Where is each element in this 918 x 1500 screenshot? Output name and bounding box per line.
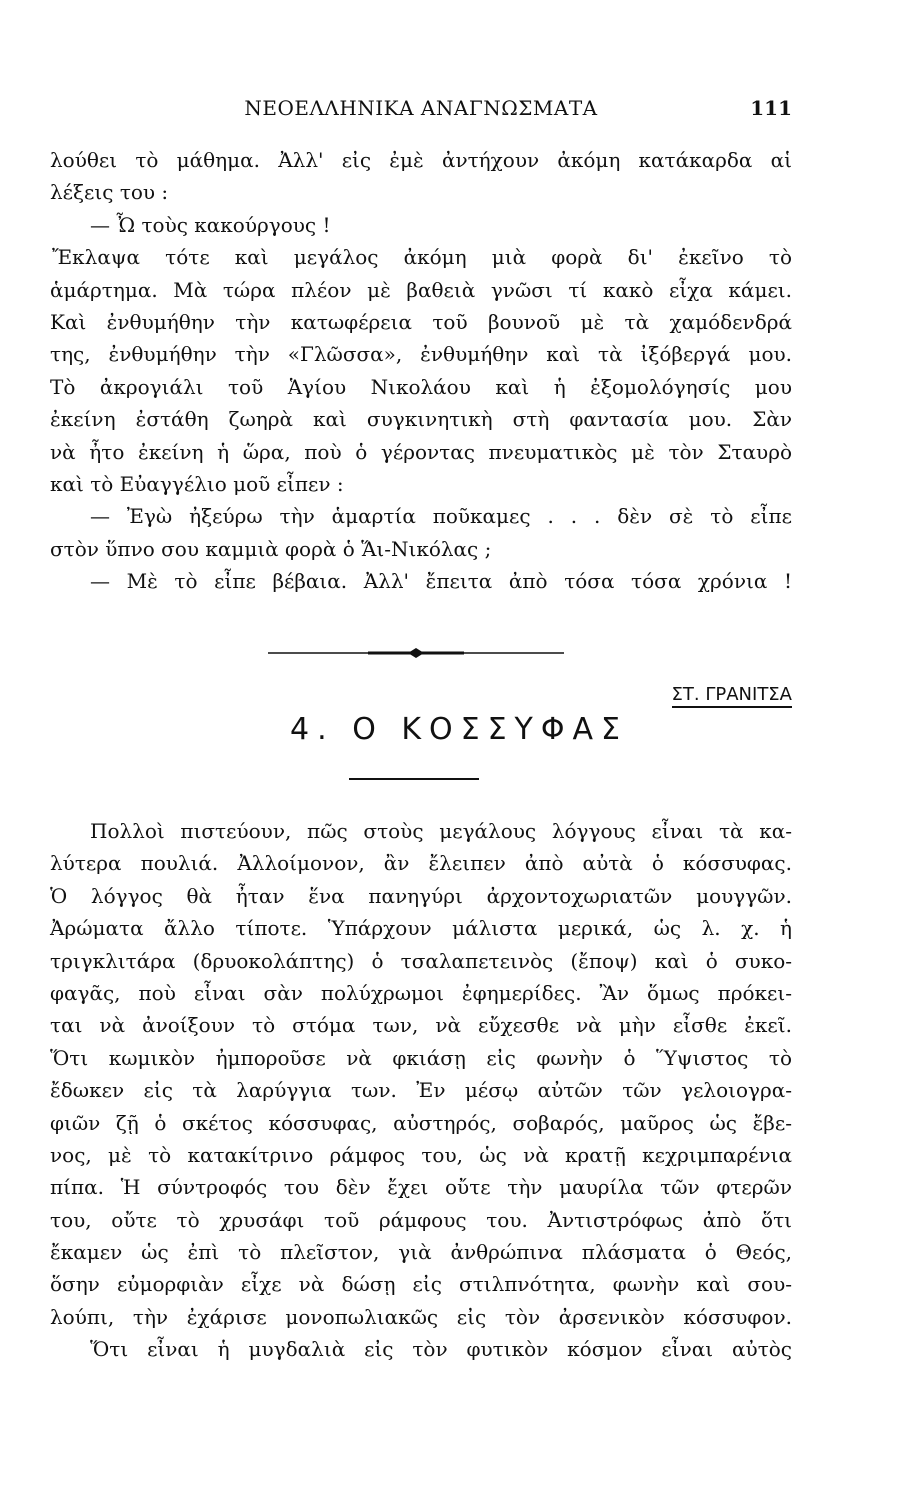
running-title: ΝΕΟΕΛΛΗΝΙΚΑ ΑΝΑΓΝΩΣΜΑΤΑ	[244, 96, 598, 120]
author-signature: ΣΤ. ΓΡΑΝΙΤΣΑ	[672, 684, 792, 708]
title-underline	[349, 778, 479, 780]
text-line: καὶ τὸ Εὐαγγέλιο μοῦ εἶπεν :	[50, 471, 344, 496]
text-line: Τὸ ἀκρογιάλι τοῦ Ἁγίου Νικολάου καὶ ἡ ἐξομολόγησίς μου	[50, 374, 792, 399]
text-line: τριγκλιτάρα (δρυοκολάπτης) ὁ τσαλαπετεινὸς (ἔποψ) καὶ ὁ συκο-	[50, 948, 792, 973]
text-line: της, ἐνθυμήθην τὴν «Γλῶσσα», ἐνθυμήθην καὶ τὰ ἰξόβεργά μου.	[50, 342, 792, 367]
text-line: ἁμάρτημα. Μὰ τώρα πλέον μὲ βαθειὰ γνῶσι τί κακὸ εἶχα κάμει.	[50, 277, 792, 302]
text-line: Πολλοὶ πιστεύουν, πῶς στοὺς μεγάλους λόγγους εἶναι τὰ κα-	[90, 819, 792, 843]
text-line: ἐκείνη ἐστάθη ζωηρὰ καὶ συγκινητικὴ στὴ φαντασία μου. Σὰν	[50, 407, 792, 432]
running-header	[50, 96, 792, 126]
text-line: Ἀρώματα ἄλλο τίποτε. Ὑπάρχουν μάλιστα μερικά, ὡς λ. χ. ἡ	[50, 916, 792, 941]
text-line: Ἔκλαψα τότε καὶ μεγάλος ἀκόμη μιὰ φορὰ δι' ἐκεῖνο τὸ	[52, 245, 792, 270]
text-line: λούπι, τὴν ἐχάρισε μονοπωλιακῶς εἰς τὸν ἀρσενικὸν κόσσυφον.	[50, 1304, 792, 1329]
text-line: του, οὔτε τὸ χρυσάφι τοῦ ράμφους του. Ἀντιστρόφως ἀπὸ ὅτι	[50, 1207, 792, 1232]
text-line: ἔδωκεν εἰς τὰ λαρύγγια των. Ἐν μέσῳ αὐτῶν τῶν γελοιογρα-	[50, 1078, 792, 1103]
text-line: νος, μὲ τὸ κατακίτρινο ράμφος του, ὡς νὰ κρατῇ κεχριμπαρένια	[50, 1142, 792, 1167]
page-number: 111	[750, 96, 792, 120]
text-block-chapter	[50, 815, 792, 1366]
text-line: ἔκαμεν ὡς ἐπὶ τὸ πλεῖστον, γιὰ ἀνθρώπινα πλάσματα ὁ Θεός,	[50, 1240, 792, 1265]
text-line: — Μὲ τὸ εἶπε βέβαια. Ἀλλ' ἔπειτα ἀπὸ τόσα τόσα χρόνια !	[90, 569, 792, 594]
text-block-continuation	[50, 144, 792, 597]
section-divider-ornament	[268, 648, 564, 658]
text-line: φιῶν ζῇ ὁ σκέτος κόσσυφας, αὐστηρός, σοβαρός, μαῦρος ὡς ἔβε-	[50, 1110, 792, 1135]
text-line: — Ὦ τοὺς κακούργους !	[90, 212, 331, 237]
text-line: πίπα. Ἡ σύντροφός του δὲν ἔχει οὔτε τὴν μαυρίλα τῶν φτερῶν	[50, 1175, 792, 1200]
text-line: — Ἐγὼ ἠξεύρω τὴν ἁμαρτία ποῦκαμες . . . δὲν σὲ τὸ εἶπε	[90, 504, 792, 529]
text-line: Καὶ ἐνθυμήθην τὴν κατωφέρεια τοῦ βουνοῦ μὲ τὰ χαμόδενδρά	[50, 309, 792, 334]
text-line: λύτερα πουλιά. Ἀλλοίμονον, ἂν ἔλειπεν ἀπὸ αὐτὰ ὁ κόσσυφας.	[50, 851, 792, 876]
chapter-title: 4. Ο ΚΟΣΣΥΦΑΣ	[290, 712, 628, 747]
text-line: Ὅτι κωμικὸν ἠμποροῦσε νὰ φκιάσῃ εἰς φωνὴν ὁ Ὕψιστος τὸ	[50, 1045, 792, 1070]
text-line: λέξεις του :	[50, 180, 169, 205]
text-line: νὰ ἦτο ἐκείνη ἡ ὥρα, ποὺ ὁ γέροντας πνευματικὸς μὲ τὸν Σταυρὸ	[50, 439, 792, 464]
text-line: ται νὰ ἀνοίξουν τὸ στόμα των, νὰ εὔχεσθε νὰ μὴν εἶσθε ἐκεῖ.	[50, 1013, 792, 1038]
text-line: φαγᾶς, ποὺ εἶναι σὰν πολύχρωμοι ἐφημερίδες. Ἂν ὅμως πρόκει-	[50, 980, 792, 1005]
text-line: Ὁ λόγγος θὰ ἦταν ἕνα πανηγύρι ἀρχοντοχωριατῶν μουγγῶν.	[50, 883, 792, 908]
text-line: στὸν ὕπνο σου καμμιὰ φορὰ ὁ Ἅι-Νικόλας ;	[50, 536, 492, 561]
text-line: ὅσην εὐμορφιὰν εἶχε νὰ δώσῃ εἰς στιλπνότητα, φωνὴν καὶ σου-	[50, 1272, 792, 1297]
text-line: Ὅτι εἶναι ἡ μυγδαλιὰ εἰς τὸν φυτικὸν κόσμον εἶναι αὐτὸς	[90, 1337, 792, 1362]
text-line: λούθει τὸ μάθημα. Ἀλλ' εἰς ἐμὲ ἀντήχουν ἀκόμη κατάκαρδα αἱ	[50, 148, 792, 172]
